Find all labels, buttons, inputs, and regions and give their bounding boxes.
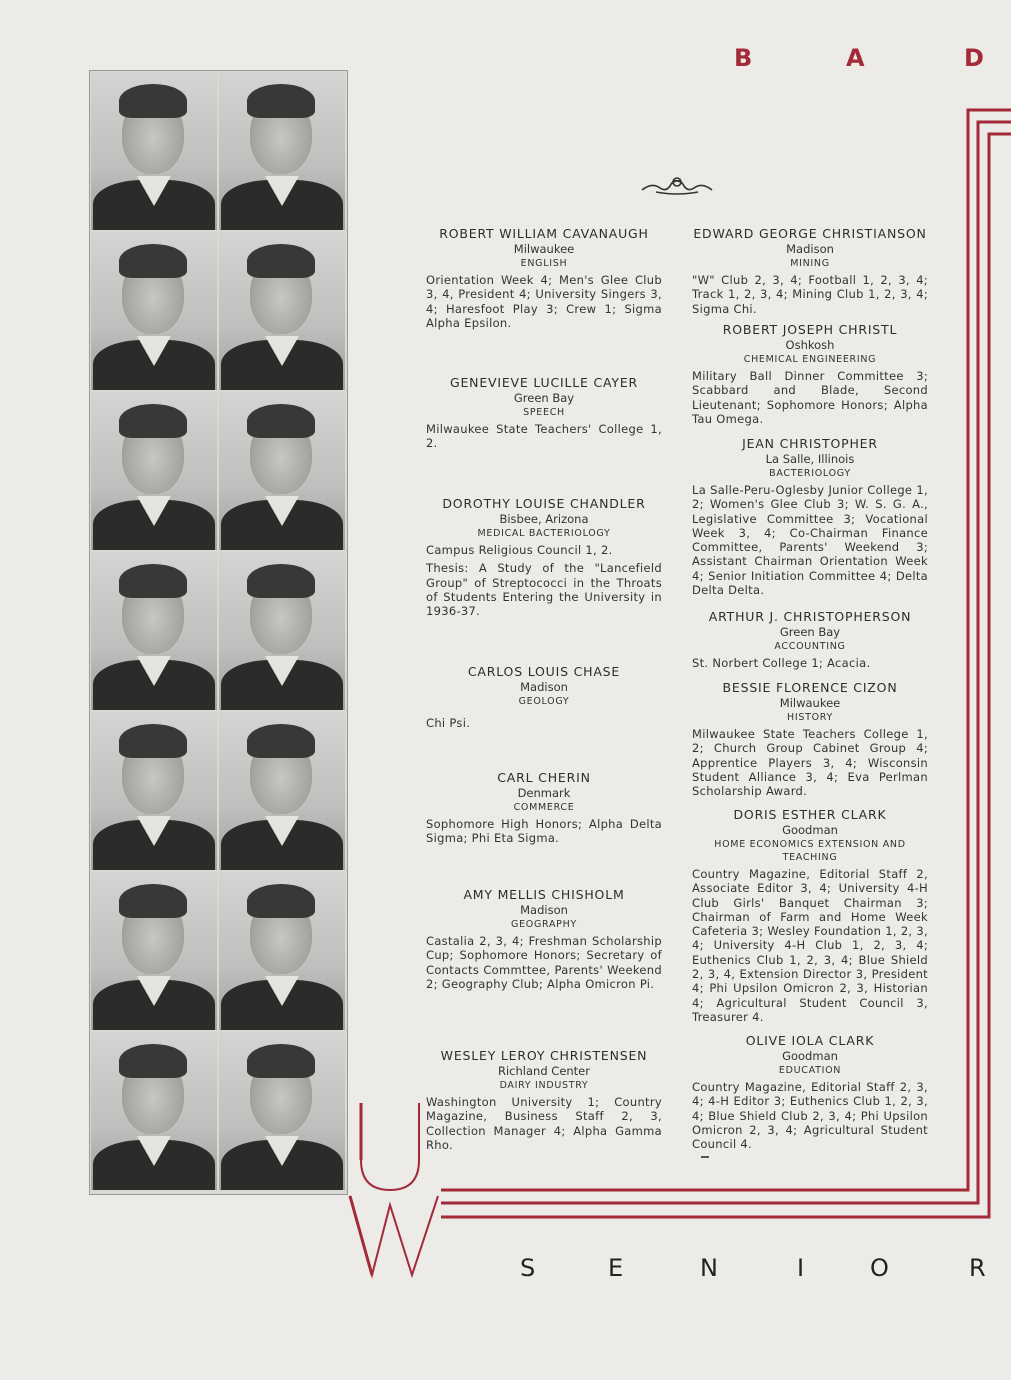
senior-name: BESSIE FLORENCE CIZON: [722, 680, 898, 695]
senior-major: BACTERIOLOGY: [769, 468, 851, 479]
portrait-photo: [91, 1032, 217, 1190]
senior-major: COMMERCE: [513, 802, 575, 813]
senior-major: MEDICAL BACTERIOLOGY: [477, 528, 611, 539]
senior-hometown: Green Bay: [779, 625, 841, 639]
senior-entry: [692, 322, 928, 426]
senior-hometown: Goodman: [782, 1049, 838, 1063]
portrait-photo: [219, 72, 345, 230]
senior-name: EDWARD GEORGE CHRISTIANSON: [693, 226, 927, 241]
footer-letter: E: [608, 1254, 624, 1282]
portrait-photo: [219, 1032, 345, 1190]
senior-hometown: Bisbee, Arizona: [499, 512, 589, 526]
senior-hometown: Madison: [520, 903, 568, 917]
divider: [701, 1156, 709, 1158]
ornament-icon: [640, 172, 714, 196]
senior-name: CARLOS LOUIS CHASE: [467, 664, 621, 679]
senior-major: DAIRY INDUSTRY: [499, 1080, 589, 1091]
senior-major: CHEMICAL ENGINEERING: [743, 354, 877, 365]
portrait-photo: [219, 552, 345, 710]
senior-name: DOROTHY LOUISE CHANDLER: [442, 496, 646, 511]
senior-entry: [692, 226, 928, 316]
senior-hometown: Madison: [520, 680, 568, 694]
senior-hometown: Denmark: [517, 786, 571, 800]
header-letter: D: [964, 44, 984, 72]
senior-entry: [692, 1033, 928, 1151]
senior-activities: Milwaukee State Teachers' College 1, 2.: [426, 422, 662, 451]
portrait-photo: [219, 872, 345, 1030]
senior-major: GEOLOGY: [518, 696, 570, 707]
monogram-uw: [350, 1103, 438, 1275]
senior-hometown: Richland Center: [498, 1064, 590, 1078]
senior-name: OLIVE IOLA CLARK: [745, 1033, 875, 1048]
portrait-photo: [91, 392, 217, 550]
senior-entry: [426, 226, 662, 330]
senior-activities: Castalia 2, 3, 4; Freshman Scholarship Cup; Sophomore Honors; Secretary of Contacts Commttee, Parents' Weekend 2; Geography Club; Alpha Omicron Pi.: [426, 934, 662, 991]
portrait-photo: [91, 72, 217, 230]
senior-hometown: Green Bay: [513, 391, 575, 405]
senior-entry: [426, 664, 662, 730]
footer-letter: N: [700, 1254, 718, 1282]
senior-entry: [692, 807, 928, 1024]
portrait-photo: [219, 712, 345, 870]
footer-letter: I: [797, 1254, 805, 1282]
senior-name: WESLEY LEROY CHRISTENSEN: [440, 1048, 648, 1063]
senior-major: SPEECH: [523, 407, 565, 418]
senior-hometown: Milwaukee: [513, 242, 575, 256]
portrait-photo: [91, 712, 217, 870]
senior-name: GENEVIEVE LUCILLE CAYER: [449, 375, 639, 390]
senior-activities: Orientation Week 4; Men's Glee Club 3, 4, President 4; University Singers 3, 4; Haresfoot Play 3; Crew 1; Sigma Alpha Epsilon.: [426, 273, 662, 330]
senior-name: CARL CHERIN: [497, 770, 591, 785]
senior-major: ENGLISH: [520, 258, 568, 269]
senior-entry: [426, 887, 662, 991]
senior-name: AMY MELLIS CHISHOLM: [463, 887, 625, 902]
senior-major: GEOGRAPHY: [511, 919, 577, 930]
portrait-photo: [91, 872, 217, 1030]
senior-activities: La Salle-Peru-Oglesby Junior College 1, 2; Women's Glee Club 3; W. S. G. A., Legislative Committee 3; Vocational Week 3, 4; Co-Chairman Finance Committee, Parents' Weekend 3; Assistant Chairman Orientation Week 4; Senior Initiation Committee 4; Delta Delta Delta.: [692, 483, 928, 598]
senior-major: ACCOUNTING: [774, 641, 846, 652]
footer-title: [520, 1254, 1011, 1288]
senior-thesis: Thesis: A Study of the "Lancefield Group" of Streptococci in the Throats of Students Entering the University in 1936-37.: [426, 561, 662, 619]
senior-name: ARTHUR J. CHRISTOPHERSON: [708, 609, 912, 624]
footer-letter: R: [969, 1254, 986, 1282]
senior-activities: Military Ball Dinner Committee 3; Scabbard and Blade, Second Lieutenant; Sophomore Honors; Alpha Tau Omega.: [692, 369, 928, 426]
senior-activities: Country Magazine, Editorial Staff 2, Associate Editor 3, 4; University 4-H Club Girls' Banquet Chairman 3; Chairman of Farm and Home Week Cafeteria 3; Wesley Foundation 1, 2, 3, 4; University 4-H Club 1, 2, 3, 4; Euthenics Club 1, 2, 3, 4; Blue Shield 2, 3, 4, Extension Director 3, President 4; Phi Upsilon Omicron 2, 3, Historian 4; Agricultural Student Council 3, Treasurer 4.: [692, 867, 928, 1024]
portrait-photo: [219, 392, 345, 550]
senior-major: EDUCATION: [778, 1065, 842, 1076]
senior-hometown: Oshkosh: [785, 338, 835, 352]
footer-letter: O: [870, 1254, 889, 1282]
senior-name: DORIS ESTHER CLARK: [733, 807, 887, 822]
footer-letter: S: [520, 1254, 536, 1282]
senior-hometown: Milwaukee: [779, 696, 841, 710]
portrait-photo: [91, 232, 217, 390]
senior-activities: Campus Religious Council 1, 2.: [426, 543, 613, 557]
senior-major: MINING: [790, 258, 830, 269]
senior-name: JEAN CHRISTOPHER: [742, 436, 878, 451]
senior-activities: Chi Psi.: [426, 716, 471, 730]
senior-entry: [426, 375, 662, 451]
senior-entry: [426, 1048, 662, 1152]
senior-activities: St. Norbert College 1; Acacia.: [692, 656, 871, 670]
senior-entry: [426, 496, 662, 618]
senior-name: ROBERT JOSEPH CHRISTL: [722, 322, 898, 337]
portrait-photo: [91, 552, 217, 710]
senior-entry: [692, 609, 928, 670]
senior-activities: Washington University 1; Country Magazine, Business Staff 2, 3, Collection Manager 4; Alpha Gamma Rho.: [426, 1095, 662, 1152]
senior-activities: "W" Club 2, 3, 4; Football 1, 2, 3, 4; Track 1, 2, 3, 4; Mining Club 1, 2, 3, 4; Sigma Chi.: [692, 273, 928, 316]
senior-name: ROBERT WILLIAM CAVANAUGH: [439, 226, 649, 241]
senior-entry: [692, 680, 928, 798]
header-letter: A: [846, 44, 865, 72]
senior-major: HOME ECONOMICS EXTENSION AND TEACHING: [714, 839, 906, 863]
portrait-photo: [219, 232, 345, 390]
senior-activities: Milwaukee State Teachers College 1, 2; Church Group Cabinet Group 4; Apprentice Players 3, 4; Wisconsin Student Alliance 3, 4; Eva Perlman Scholarship Award.: [692, 727, 928, 799]
senior-activities: Sophomore High Honors; Alpha Delta Sigma; Phi Eta Sigma.: [426, 817, 662, 846]
senior-major: HISTORY: [787, 712, 833, 723]
senior-hometown: Goodman: [782, 823, 838, 837]
senior-hometown: La Salle, Illinois: [765, 452, 855, 466]
senior-entry: [426, 770, 662, 846]
header-letter: B: [734, 44, 753, 72]
portrait-grid: [89, 70, 348, 1195]
senior-entry: [692, 436, 928, 597]
senior-hometown: Madison: [786, 242, 834, 256]
senior-activities: Country Magazine, Editorial Staff 2, 3, 4; 4-H Editor 3; Euthenics Club 1, 2, 3, 4; Blue Shield Club 2, 3, 4; Phi Upsilon Omicron 2, 3, 4; Agricultural Student Council 4.: [692, 1080, 928, 1152]
